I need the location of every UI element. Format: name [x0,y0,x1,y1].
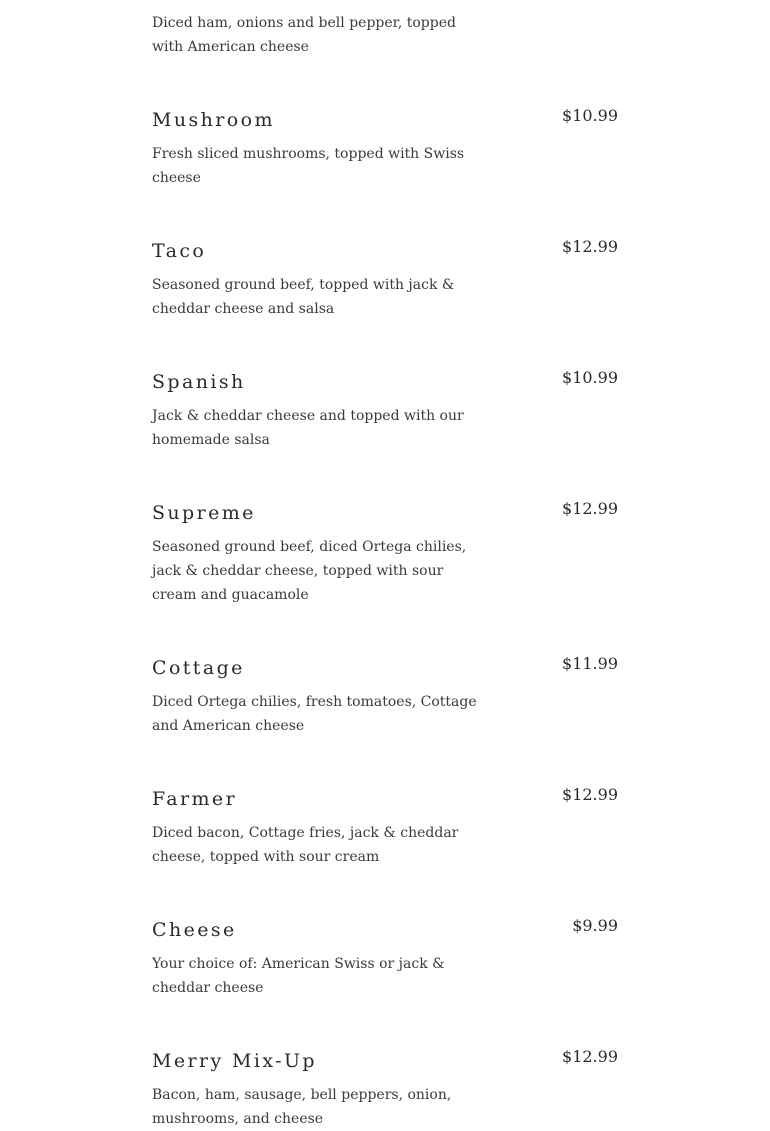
menu-item-description: Jack & cheddar cheese and topped with our homemade salsa [152,408,464,448]
menu-item-name: Spanish [152,371,246,393]
menu-item-price: $12.99 [562,785,618,804]
menu-item-name: Supreme [152,502,256,524]
menu-item-name: Cottage [152,657,245,679]
menu-item-name: Cheese [152,919,237,941]
menu-item-description: Diced bacon, Cottage fries, jack & cheddar cheese, topped with sour cream [152,825,459,865]
menu-item-price: $12.99 [562,499,618,518]
menu-item-name: Taco [152,240,207,262]
menu-item-description: Diced ham, onions and bell pepper, topped with American cheese [152,15,456,55]
menu-item-price: $10.99 [562,368,618,387]
menu-item-description: Seasoned ground beef, topped with jack & cheddar cheese and salsa [152,277,455,317]
menu-item-description: Diced Ortega chilies, fresh tomatoes, Cottage and American cheese [152,694,477,734]
menu-item-description: Bacon, ham, sausage, bell peppers, onion, mushrooms, and cheese [152,1087,452,1127]
menu-item-price: $10.99 [562,106,618,125]
menu-item-price: $12.99 [562,1047,618,1066]
menu-item-description: Seasoned ground beef, diced Ortega chilies, jack & cheddar cheese, topped with sour cream and guacamole [152,539,467,603]
menu-item-name: Merry Mix-Up [152,1050,317,1072]
menu-item-name: Mushroom [152,109,275,131]
menu-item-description: Your choice of: American Swiss or jack & cheddar cheese [152,956,445,996]
menu-item-name: Farmer [152,788,238,810]
menu-item-price: $12.99 [562,237,618,256]
menu-item-description: Fresh sliced mushrooms, topped with Swiss cheese [152,146,465,186]
menu-item-price: $9.99 [572,916,618,935]
menu-item-price: $11.99 [562,654,618,673]
